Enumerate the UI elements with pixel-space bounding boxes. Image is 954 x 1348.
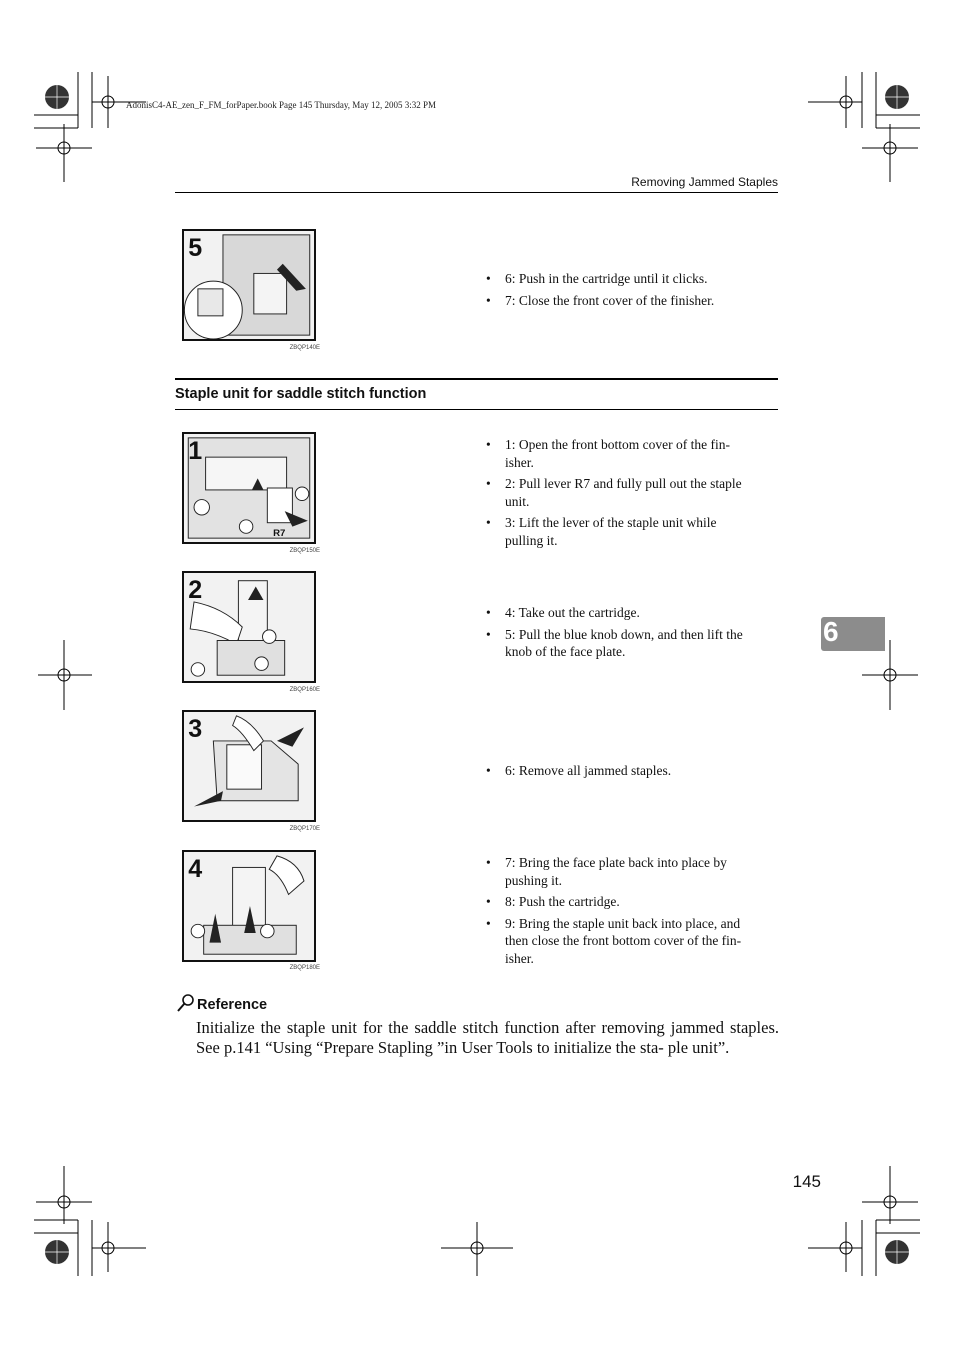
magnifier-icon [176, 993, 196, 1013]
list-item: • 8: Push the cartridge. [484, 893, 756, 911]
replace-cartridge-illustration [184, 852, 314, 960]
list-item: • 3: Lift the lever of the staple unit while pulling it. [484, 514, 756, 549]
figure-code: ZBQP150E [289, 548, 320, 554]
figure-step-number: 2 [188, 576, 203, 605]
staple-unit-pull-illustration [184, 434, 314, 542]
figure-step-2 [182, 571, 316, 683]
section-title: Staple unit for saddle stitch function [175, 386, 427, 402]
list-item: • 5: Pull the blue knob down, and then lift the knob of the face plate. [484, 626, 756, 661]
figure-step-5 [182, 229, 316, 341]
page-number: 145 [792, 1172, 821, 1191]
figure-code: ZBQP140E [289, 345, 320, 351]
figure-code: ZBQP160E [289, 687, 320, 693]
figure-code: ZBQP180E [289, 965, 320, 971]
reference-text: Initialize the staple unit for the saddle stitch function after removing jammed staples. See p.141 “Using “Prepare Stapling ”in User Tools to initialize the sta- ple unit”. [196, 1018, 779, 1057]
list-item: • 7: Close the front cover of the finisher. [484, 292, 756, 310]
remove-staples-illustration [184, 712, 314, 820]
lever-label: R7 [273, 528, 286, 540]
step-list [484, 436, 756, 553]
step-list [484, 854, 756, 971]
figure-step-4 [182, 850, 316, 962]
list-item: • 6: Remove all jammed staples. [484, 762, 756, 780]
print-metadata: AdonisC4-AE_zen_F_FM_forPaper.book Page 145 Thursday, May 12, 2005 3:32 PM [126, 100, 436, 110]
figure-step-3 [182, 710, 316, 822]
figure-step-number: 1 [188, 437, 203, 466]
running-header: Removing Jammed Staples [631, 175, 778, 189]
list-item: • 7: Bring the face plate back into place by pushing it. [484, 854, 756, 889]
step-list [484, 604, 756, 665]
cartridge-insert-illustration [184, 231, 314, 339]
figure-step-number: 4 [188, 855, 203, 884]
list-item: • 1: Open the front bottom cover of the fin- isher. [484, 436, 756, 471]
list-item: • 4: Take out the cartridge. [484, 604, 756, 622]
step-list [484, 270, 756, 313]
figure-step-number: 3 [188, 715, 203, 744]
cartridge-remove-illustration [184, 573, 314, 681]
step-list [484, 762, 756, 784]
figure-step-1 [182, 432, 316, 544]
reference-label: Reference [197, 997, 268, 1013]
header-rule [175, 192, 778, 193]
figure-code: ZBQP170E [289, 826, 320, 832]
figure-step-number: 5 [188, 234, 203, 263]
list-item: • 9: Bring the staple unit back into place, and then close the front bottom cover of the fin- isher. [484, 915, 756, 968]
list-item: • 2: Pull lever R7 and fully pull out the staple unit. [484, 475, 756, 510]
list-item: • 6: Push in the cartridge until it clicks. [484, 270, 756, 288]
chapter-number: 6 [823, 616, 839, 647]
